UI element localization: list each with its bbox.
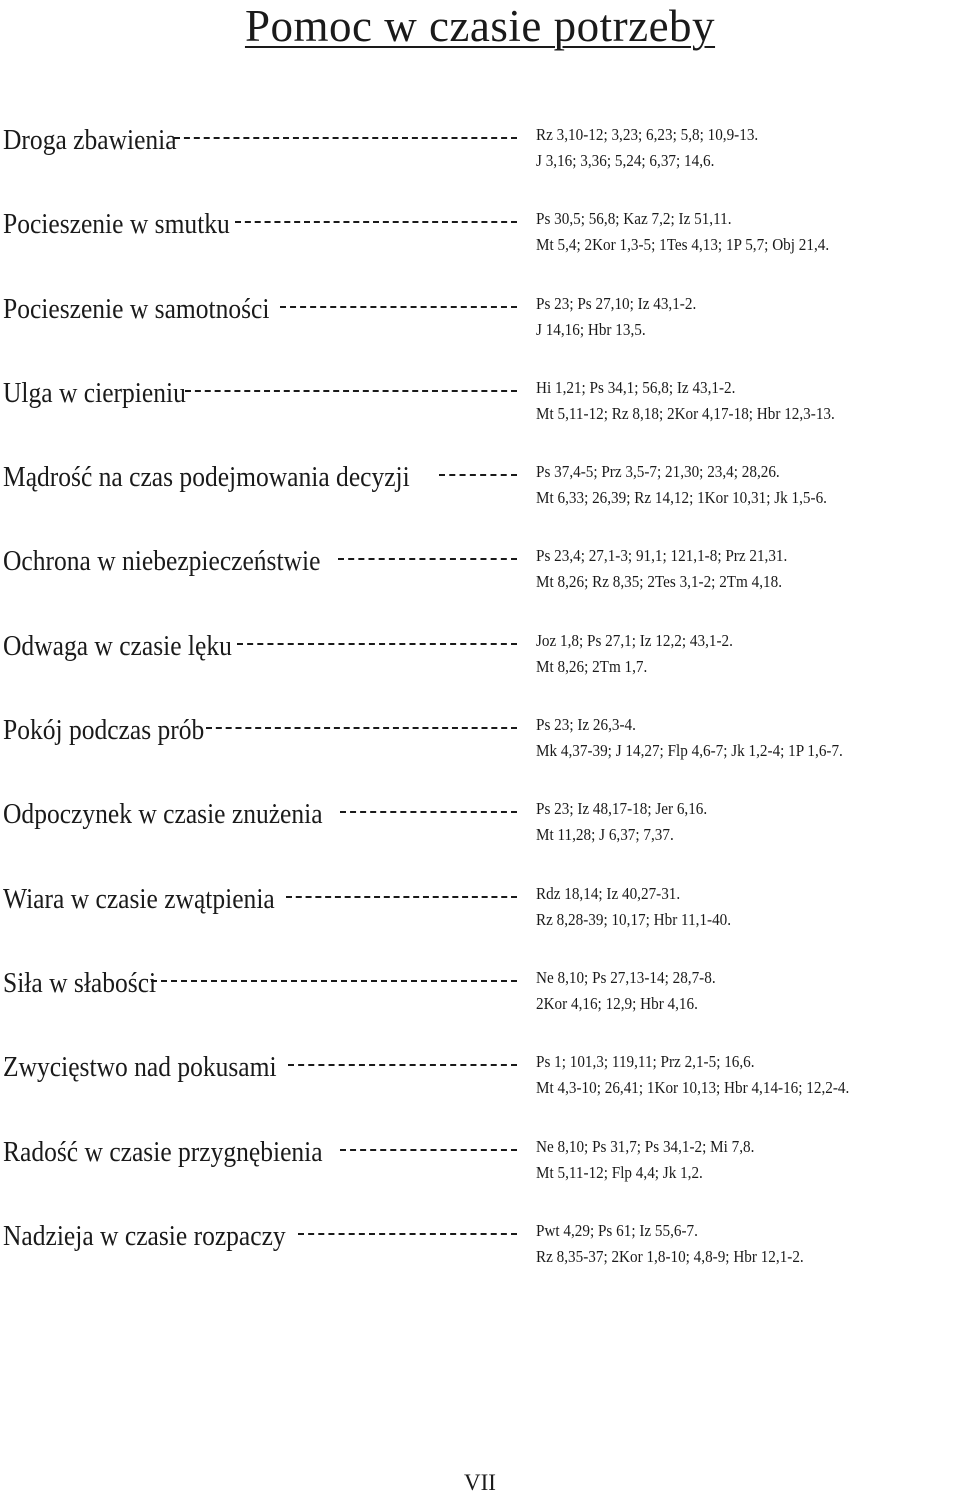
scripture-references <box>536 965 960 1017</box>
reference-line: Ps 23; Ps 27,10; Iz 43,1-2. <box>536 293 697 313</box>
dashed-leader <box>338 558 517 560</box>
page-number: VII <box>464 1470 496 1495</box>
reference-line: Ps 1; 101,3; 119,11; Prz 2,1-5; 16,6. <box>536 1052 755 1072</box>
topic-label: Nadzieja w czasie rozpaczy <box>3 1219 286 1252</box>
dashed-leader <box>340 811 517 813</box>
dashed-leader <box>206 727 517 729</box>
topic-row <box>3 291 517 327</box>
scripture-references <box>536 543 960 595</box>
topic-row <box>3 543 517 579</box>
topic-label: Wiara w czasie zwątpienia <box>3 882 275 915</box>
dashed-leader <box>340 1149 517 1151</box>
reference-line: Pwt 4,29; Ps 61; Iz 55,6-7. <box>536 1220 698 1240</box>
scripture-references <box>536 206 960 258</box>
dashed-leader <box>185 390 517 392</box>
entry-ochrona-w-niebezpieczenstwie <box>0 533 960 617</box>
dashed-leader <box>298 1233 517 1235</box>
topic-label: Ulga w cierpieniu <box>3 376 186 409</box>
reference-line: Mt 6,33; 26,39; Rz 14,12; 1Kor 10,31; Jk 1,5-6. <box>536 488 827 508</box>
dashed-leader <box>237 643 517 645</box>
reference-line: Rz 8,28-39; 10,17; Hbr 11,1-40. <box>536 909 732 929</box>
scripture-references <box>536 375 960 427</box>
topic-label: Odpoczynek w czasie znużenia <box>3 798 323 831</box>
entry-odpoczynek-w-czasie-znuzenia <box>0 786 960 870</box>
scripture-references <box>536 1049 960 1101</box>
dashed-leader <box>151 980 517 982</box>
reference-line: Ps 23; Iz 48,17-18; Jer 6,16. <box>536 799 708 819</box>
scripture-references <box>536 796 960 848</box>
scripture-references <box>536 881 960 933</box>
topic-label: Mądrość na czas podejmowania decyzji <box>3 461 410 494</box>
scripture-references <box>536 628 960 680</box>
reference-line: Mt 5,4; 2Kor 1,3-5; 1Tes 4,13; 1P 5,7; Obj 21,4. <box>536 235 830 255</box>
reference-line: J 3,16; 3,36; 5,24; 6,37; 14,6. <box>536 151 715 170</box>
dashed-leader <box>439 474 517 476</box>
dashed-leader <box>286 896 517 898</box>
dashed-leader <box>288 1064 517 1066</box>
topic-row <box>3 206 517 242</box>
entry-odwaga-w-czasie-leku <box>0 618 960 702</box>
entry-ulga-w-cierpieniu <box>0 365 960 449</box>
entry-radosc-w-czasie-przygnebienia <box>0 1124 960 1208</box>
topic-label: Ochrona w niebezpieczeństwie <box>3 545 321 578</box>
scripture-references <box>536 291 960 343</box>
topic-label: Pokój podczas prób <box>3 714 205 747</box>
entry-pocieszenie-w-samotnosci <box>0 281 960 365</box>
reference-line: Mt 8,26; 2Tm 1,7. <box>536 656 648 676</box>
reference-line: Rz 8,35-37; 2Kor 1,8-10; 4,8-9; Hbr 12,1-2. <box>536 1246 804 1266</box>
topic-row <box>3 796 517 832</box>
reference-line: Ps 37,4-5; Prz 3,5-7; 21,30; 23,4; 28,26. <box>536 462 780 482</box>
topic-row <box>3 628 517 664</box>
topic-row <box>3 712 517 748</box>
reference-line: Ps 23; Iz 26,3-4. <box>536 715 636 735</box>
topic-label: Pocieszenie w smutku <box>3 208 230 241</box>
reference-line: Ps 23,4; 27,1-3; 91,1; 121,1-8; Prz 21,31. <box>536 546 788 566</box>
reference-line: Hi 1,21; Ps 34,1; 56,8; Iz 43,1-2. <box>536 377 736 397</box>
entry-zwyciestwo-nad-pokusami <box>0 1039 960 1123</box>
entry-pocieszenie-w-smutku <box>0 196 960 280</box>
reference-line: Mt 5,11-12; Flp 4,4; Jk 1,2. <box>536 1162 703 1182</box>
reference-line: Mt 11,28; J 6,37; 7,37. <box>536 825 674 845</box>
reference-line: Mk 4,37-39; J 14,27; Flp 4,6-7; Jk 1,2-4; 1P 1,6-7. <box>536 741 843 761</box>
topic-row <box>3 1049 517 1085</box>
reference-line: Rz 3,10-12; 3,23; 6,23; 5,8; 10,9-13. <box>536 125 759 144</box>
reference-line: Mt 5,11-12; Rz 8,18; 2Kor 4,17-18; Hbr 12,3-13. <box>536 403 835 423</box>
scripture-references <box>536 1218 960 1270</box>
entry-sila-w-slabosci <box>0 955 960 1039</box>
reference-line: Mt 4,3-10; 26,41; 1Kor 10,13; Hbr 4,14-16; 12,2-4. <box>536 1078 850 1098</box>
reference-line: Mt 8,26; Rz 8,35; 2Tes 3,1-2; 2Tm 4,18. <box>536 572 783 592</box>
entry-droga-zbawienia <box>0 112 960 196</box>
entry-pokoj-podczas-prob <box>0 702 960 786</box>
reference-line: Joz 1,8; Ps 27,1; Iz 12,2; 43,1-2. <box>536 630 733 650</box>
reference-line: J 14,16; Hbr 13,5. <box>536 319 646 339</box>
reference-line: Rdz 18,14; Iz 40,27-31. <box>536 883 681 903</box>
topic-label: Siła w słabości <box>3 966 157 999</box>
topic-row <box>3 459 517 495</box>
page-title: Pomoc w czasie potrzeby <box>244 1 716 51</box>
topic-row <box>3 965 517 1001</box>
scripture-references <box>536 459 960 511</box>
topic-label: Zwycięstwo nad pokusami <box>3 1051 277 1084</box>
scripture-references <box>536 712 960 764</box>
dashed-leader <box>235 221 517 223</box>
topic-row <box>3 1218 517 1254</box>
topic-label: Droga zbawienia <box>3 124 177 156</box>
topic-row <box>3 1134 517 1170</box>
dashed-leader <box>280 306 517 308</box>
reference-line: Ne 8,10; Ps 27,13-14; 28,7-8. <box>536 967 716 987</box>
topic-row <box>3 122 517 158</box>
topic-list <box>0 112 960 1292</box>
dashed-leader <box>174 137 517 139</box>
topic-label: Odwaga w czasie lęku <box>3 629 232 662</box>
topic-row <box>3 881 517 917</box>
entry-nadzieja-w-czasie-rozpaczy <box>0 1208 960 1292</box>
topic-row <box>3 375 517 411</box>
reference-line: Ps 30,5; 56,8; Kaz 7,2; Iz 51,11. <box>536 209 732 229</box>
entry-madrosc-na-czas-decyzji <box>0 449 960 533</box>
topic-label: Pocieszenie w samotności <box>3 292 270 325</box>
entry-wiara-w-czasie-zwatpienia <box>0 871 960 955</box>
topic-label: Radość w czasie przygnębienia <box>3 1135 323 1168</box>
scripture-references <box>536 1134 960 1186</box>
scripture-references <box>536 122 960 174</box>
reference-line: Ne 8,10; Ps 31,7; Ps 34,1-2; Mi 7,8. <box>536 1136 755 1156</box>
reference-line: 2Kor 4,16; 12,9; Hbr 4,16. <box>536 993 698 1013</box>
